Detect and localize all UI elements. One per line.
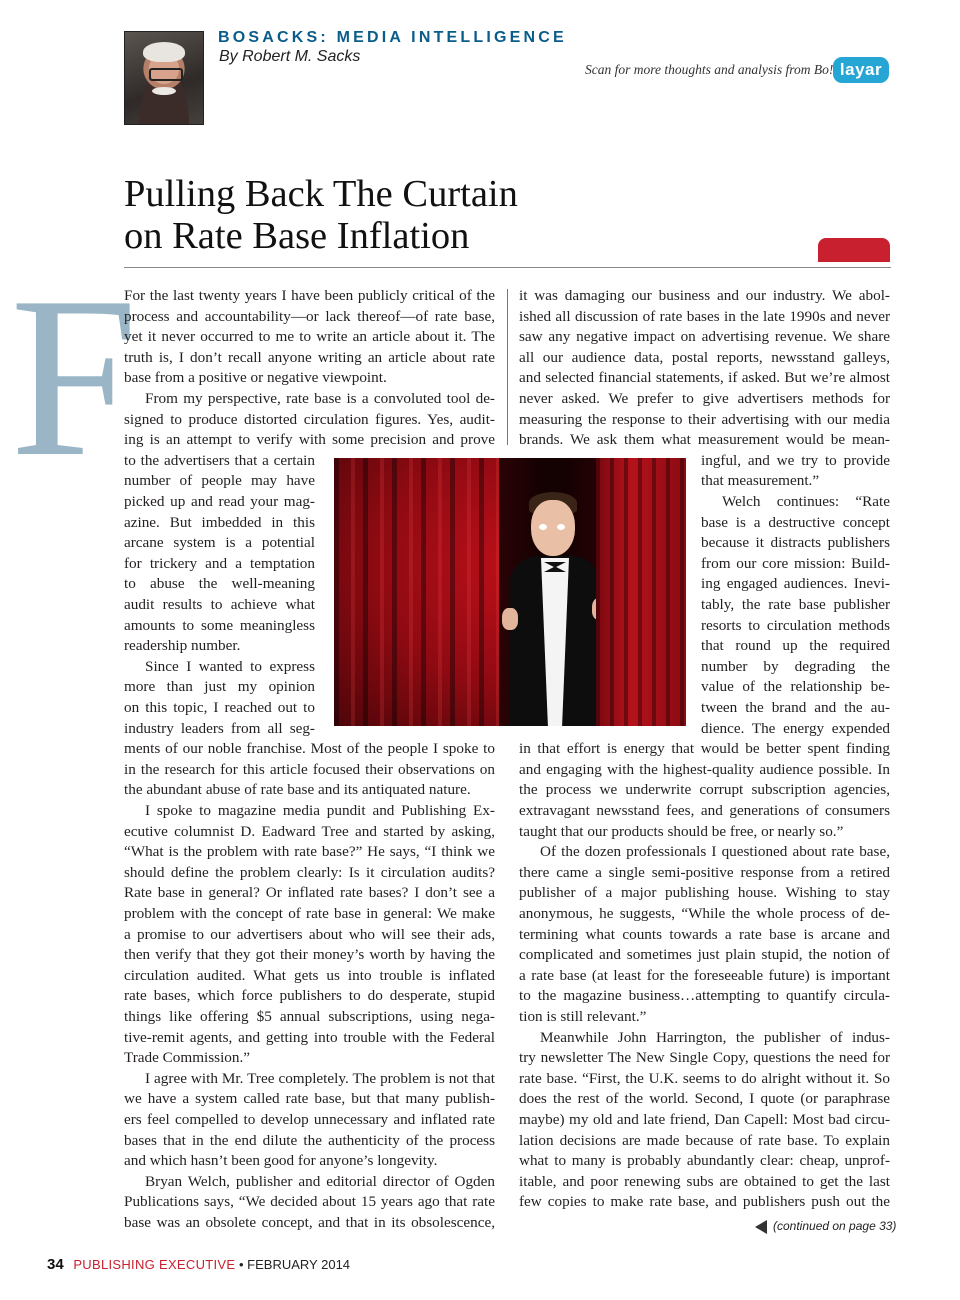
text-line: Welch continues: “Rate [722,493,890,510]
text-line: on this topic, I reached out to [124,699,315,716]
text-line: truth is, I don’t recall anyone writing an article about rate [124,348,495,366]
continued-text: (continued on page 33) [773,1219,897,1233]
text-line: extravagant newsstand fees, and generations of consumers [519,802,890,819]
column-divider [507,289,508,445]
text-line: termining what counts towards a rate base is arcane and [519,925,890,943]
text-line: tive-remit agents, and getting into trouble with the Federal [124,1028,495,1046]
text-line: it was damaging our business and our industry. We abol- [519,287,890,304]
text-line: dience. The energy expended [701,719,890,737]
text-line: process and accountability—or lack thereof—of rate base, [124,307,495,325]
text-line: circulation audited. What gets us into trouble is inflated [124,966,495,984]
text-line: Of the dozen professionals I questioned about rate base, [540,843,890,861]
text-line: itable, and poor renewing subs are obtained to get the last [519,1172,890,1190]
text-line: for trickery and a temptation [124,554,315,572]
text-line: taught that our products should be free, or nearly so.” [519,822,844,840]
text-line: a rate base (at least for the foreseeable future) is important [519,966,890,984]
text-line: ingful, and we try to provide [701,451,890,469]
text-line: number of people may have [124,472,315,490]
text-line: ecutive columnist D. Eadward Tree and started by asking, [124,822,495,840]
text-line: I agree with Mr. Tree completely. The problem is not that [145,1069,495,1087]
magazine-name: PUBLISHING EXECUTIVE [73,1257,236,1272]
text-line: bases that in the end dilute the authenticity of the process [124,1131,495,1149]
text-line: base was an obsolete concept, and that in its obsolescence, [124,1214,495,1231]
text-line: “What is the problem with rate base?” He says, “I think we [124,843,495,861]
text-line: that measurement.” [701,472,820,490]
drop-cap: F [10,249,138,504]
article-headline [124,173,764,257]
text-line: Publications says, “We decided about 15 years ago that rate [124,1193,495,1211]
author-photo [124,31,204,125]
text-line: tion is still relevant.” [519,1008,647,1025]
text-line: measuring the response to their advertising with our media [519,410,890,428]
text-line: problem with the concept of rate base in general: We make [124,905,495,922]
text-line: base from a positive or negative viewpoint. [124,369,387,387]
text-line: complicated and sometimes just plain stupid, the notion of [519,946,890,964]
text-line: maybe) my old and late friend, Dan Capell: Most bad circu- [519,1111,890,1128]
text-line: number by degrading the [701,657,890,675]
headline-line-1: Pulling Back The Curtain [124,173,518,215]
text-line: ments of our noble franchise. Most of the people I spoke to [124,740,495,758]
layar-logo[interactable]: layar [833,57,889,83]
text-line: resorts to circulation methods [701,616,890,634]
text-line: a promise to our advertisers about who will see their ads, [124,925,495,943]
text-line: ished all discussion of rate bases in the late 1990s and never [519,307,890,325]
text-line: tween the brand and the au- [701,699,890,716]
text-line: the process we underwrite corrupt subscription agencies, [519,781,890,799]
continued-note [755,1219,896,1234]
text-line: Rate base in general? Or inflated rate bases? I don’t see a [124,884,495,902]
text-line: publisher of a major publishing house. Wishing to stay [519,884,890,902]
text-line: rate base. “First, the U.K. seems to do alright without it. So [519,1069,890,1087]
text-line: saw any negative impact on advertising revenue. We share [519,328,890,346]
text-line: and which hasn’t been good for anyone’s longevity. [124,1152,438,1170]
footer-separator: • [238,1257,244,1272]
section-tab [818,238,890,262]
text-line: From my perspective, rate base is a convoluted tool de- [145,390,495,407]
byline: By Robert M. Sacks [219,48,361,65]
text-line: lation decisions are made because of rate base. To explain [519,1131,890,1149]
text-line: then verify that they got their money’s worth by having the [124,946,495,964]
text-line: in the research for this article focused their observations on [124,760,495,778]
headline-rule [124,267,891,268]
text-line: arcane system is a potential [124,534,315,552]
text-line: readership number. [124,637,241,655]
text-line: the abundant abuse of rate base and its antiquated nature. [124,781,471,799]
text-line: does the rest of the world. Second, I quote (or paraphrase [519,1090,890,1108]
text-line: more than just my opinion [124,678,315,696]
text-line: amounts to some meaningless [124,616,315,634]
text-line: Meanwhile John Harrington, the publisher of indus- [540,1028,890,1046]
text-line: try newsletter The New Single Copy, questions the need for [519,1049,890,1067]
text-line: because it distracts publishers [701,534,890,552]
text-line: ing is an attempt to verify with some precision and prove [124,431,495,449]
text-line: we have a system called rate base, but that many publish- [124,1090,495,1108]
issue-date: FEBRUARY 2014 [247,1257,351,1272]
text-line: yet it never occurred to me to write an article about it. The [124,328,495,346]
text-line: should define the problem clearly: Is it circulation audits? [124,863,495,881]
text-line: all our audience data, postal reports, newsstand galleys, [519,348,890,366]
text-line: to abuse the well-meaning [124,575,315,593]
text-line: industry leaders from all seg- [124,719,315,737]
text-line: to the advertisers that a certain [124,451,315,469]
text-line: azine. But imbedded in this [124,513,315,531]
text-line: Bryan Welch, publisher and editorial director of Ogden [145,1172,495,1190]
text-line: tably, the rate base publisher [701,596,890,613]
text-line: ers feel compelled to develop unnecessary and inflated rate [124,1111,495,1128]
text-line: never asked. We prefer to give advertisers methods for [519,390,890,407]
headline-line-2: on Rate Base Inflation [124,215,470,257]
text-line: brands. We ask them what measurement would be mean- [519,431,890,449]
text-line: to the magazine business…attempting to quantify circula- [519,987,890,1005]
text-line: from our core mission: Build- [701,554,890,572]
text-line: ing engaged audiences. Inevi- [701,575,890,593]
text-line: For the last twenty years I have been publicly critical of the [124,287,495,304]
text-line: rate bases, which force publishers to do desperate, stupid [124,987,495,1005]
curtain-photo [334,458,686,726]
text-line: audit results to achieve what [124,596,315,613]
text-line: Trade Commission.” [124,1049,251,1067]
page-number: 34 [47,1256,64,1273]
scan-prompt: Scan for more thoughts and analysis from Bo! [585,62,834,77]
text-line: I spoke to magazine media pundit and Publishing Ex- [145,802,495,819]
text-line: base is a destructive concept [701,513,890,531]
text-line: there came a single semi-positive response from a retired [519,863,890,881]
text-line: signed to produce distorted circulation figures. Yes, audit- [124,410,495,428]
text-line: that round up the required [701,637,890,655]
text-line: what to many is probably abundantly clear: cheap, unprof- [519,1152,890,1170]
text-line: value of the relationship be- [701,678,890,696]
arrow-left-icon [755,1220,767,1234]
text-line: things like offering $5 annual subscriptions, using nega- [124,1008,495,1025]
text-line: few copies to make rate base, and publishers push out the [519,1193,890,1211]
page-footer [47,1256,350,1273]
text-line: and engaging with the highest-quality audience possible. In [519,760,890,778]
text-line: in that effort is energy that would be better spent finding [519,740,890,758]
text-line: and selected financial statements, if asked. But we’re almost [519,369,890,387]
text-line: Since I wanted to express [145,657,315,675]
text-line: picked up and read your mag- [124,493,315,510]
text-line: anonymous, he suggests, “While the whole process of de- [519,905,890,922]
column-name: BOSACKS: MEDIA INTELLIGENCE [218,29,567,46]
